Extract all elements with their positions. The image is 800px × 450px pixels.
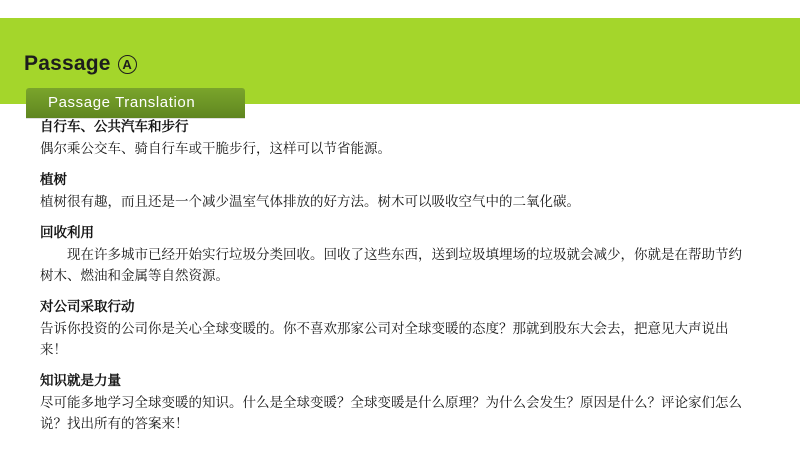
section-block (40, 170, 770, 212)
section-block (40, 297, 770, 360)
section-paragraph: 现在许多城市已经开始实行垃圾分类回收。回收了这些东西，送到垃圾填埋场的垃圾就会减少，你就是在帮助节约树木、燃油和金属等自然资源。 (40, 247, 742, 283)
page-title-text: Passage (24, 52, 111, 75)
section-heading: 植树 (40, 172, 67, 187)
page-title (24, 52, 137, 76)
section-heading: 知识就是力量 (40, 373, 121, 388)
section-paragraph: 植树很有趣，而且还是一个减少温室气体排放的好方法。树木可以吸收空气中的二氧化碳。 (40, 194, 580, 209)
section-block (40, 371, 770, 434)
section-heading: 对公司采取行动 (40, 299, 135, 314)
passage-translation-tab[interactable]: Passage Translation (26, 88, 245, 118)
passage-content (40, 117, 770, 445)
section-paragraph: 尽可能多地学习全球变暖的知识。什么是全球变暖？全球变暖是什么原理？为什么会发生？原因是什么？评论家们怎么说？找出所有的答案来！ (40, 395, 742, 431)
section-paragraph: 偶尔乘公交车、骑自行车或干脆步行，这样可以节省能源。 (40, 141, 391, 156)
circled-letter-badge: A (118, 55, 137, 74)
header-band (0, 18, 800, 111)
section-heading: 回收利用 (40, 225, 94, 240)
section-paragraph: 告诉你投资的公司你是关心全球变暖的。你不喜欢那家公司对全球变暖的态度？那就到股东大会去，把意见大声说出来！ (40, 321, 729, 357)
section-block (40, 117, 770, 159)
section-heading: 自行车、公共汽车和步行 (40, 119, 189, 134)
section-block (40, 223, 770, 286)
